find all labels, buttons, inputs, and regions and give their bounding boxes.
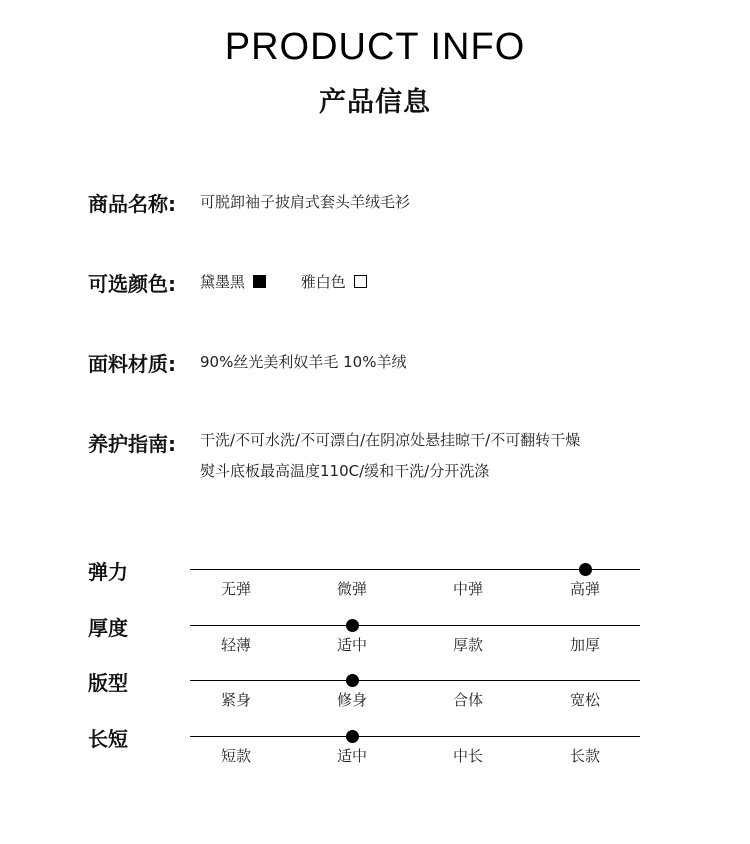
scale-option: 中弹 <box>452 580 483 598</box>
color-options-label: 可选颜色: <box>88 272 176 296</box>
thickness-scale <box>88 614 648 664</box>
thickness-label: 厚度 <box>88 616 128 640</box>
color-options-value <box>200 271 367 292</box>
care-line: 干洗/不可水洗/不可漂白/在阴凉处悬挂晾干/不可翻转干燥 <box>200 431 581 449</box>
color-option-name: 黛墨黑 <box>200 273 246 291</box>
care-line: 熨斗底板最高温度110C/缓和干洗/分开洗涤 <box>200 462 490 480</box>
care-label: 养护指南: <box>88 432 176 456</box>
scale-option: 适中 <box>336 636 367 654</box>
scale-option: 短款 <box>220 747 251 765</box>
fit-line <box>190 680 640 681</box>
product-name-label: 商品名称: <box>88 192 176 216</box>
length-marker-icon <box>346 730 359 743</box>
color-option-white <box>301 271 367 292</box>
thickness-line <box>190 625 640 626</box>
scale-option: 适中 <box>336 747 367 765</box>
material-value: 90%丝光美利奴羊毛 10%羊绒 <box>200 353 407 371</box>
fit-marker-icon <box>346 674 359 687</box>
scale-option: 宽松 <box>569 691 600 709</box>
scale-option: 合体 <box>452 691 483 709</box>
scale-option: 高弹 <box>569 580 600 598</box>
elasticity-label: 弹力 <box>88 560 128 584</box>
color-option-black <box>200 271 266 292</box>
elasticity-marker-icon <box>579 563 592 576</box>
scale-option: 无弹 <box>220 580 251 598</box>
scale-option: 中长 <box>452 747 483 765</box>
length-scale <box>88 725 648 775</box>
scale-option: 加厚 <box>569 636 600 654</box>
color-option-name: 雅白色 <box>300 273 346 291</box>
product-name-value: 可脱卸袖子披肩式套头羊绒毛衫 <box>200 193 411 211</box>
scale-option: 厚款 <box>452 636 483 654</box>
elasticity-line <box>190 569 640 570</box>
fit-label: 版型 <box>88 671 128 695</box>
fit-scale <box>88 669 648 719</box>
page-title-zh: 产品信息 <box>319 87 431 118</box>
thickness-marker-icon <box>346 619 359 632</box>
page-title-en: PRODUCT INFO <box>224 26 526 68</box>
length-line <box>190 736 640 737</box>
scale-option: 轻薄 <box>220 636 251 654</box>
elasticity-scale <box>88 558 648 608</box>
scale-option: 长款 <box>569 747 600 765</box>
scale-option: 修身 <box>336 691 367 709</box>
care-value <box>200 425 580 487</box>
scale-option: 紧身 <box>220 691 251 709</box>
white-swatch-icon <box>354 275 367 288</box>
scale-option: 微弹 <box>336 580 367 598</box>
black-swatch-icon <box>253 275 266 288</box>
length-label: 长短 <box>88 727 128 751</box>
material-label: 面料材质: <box>88 352 176 376</box>
